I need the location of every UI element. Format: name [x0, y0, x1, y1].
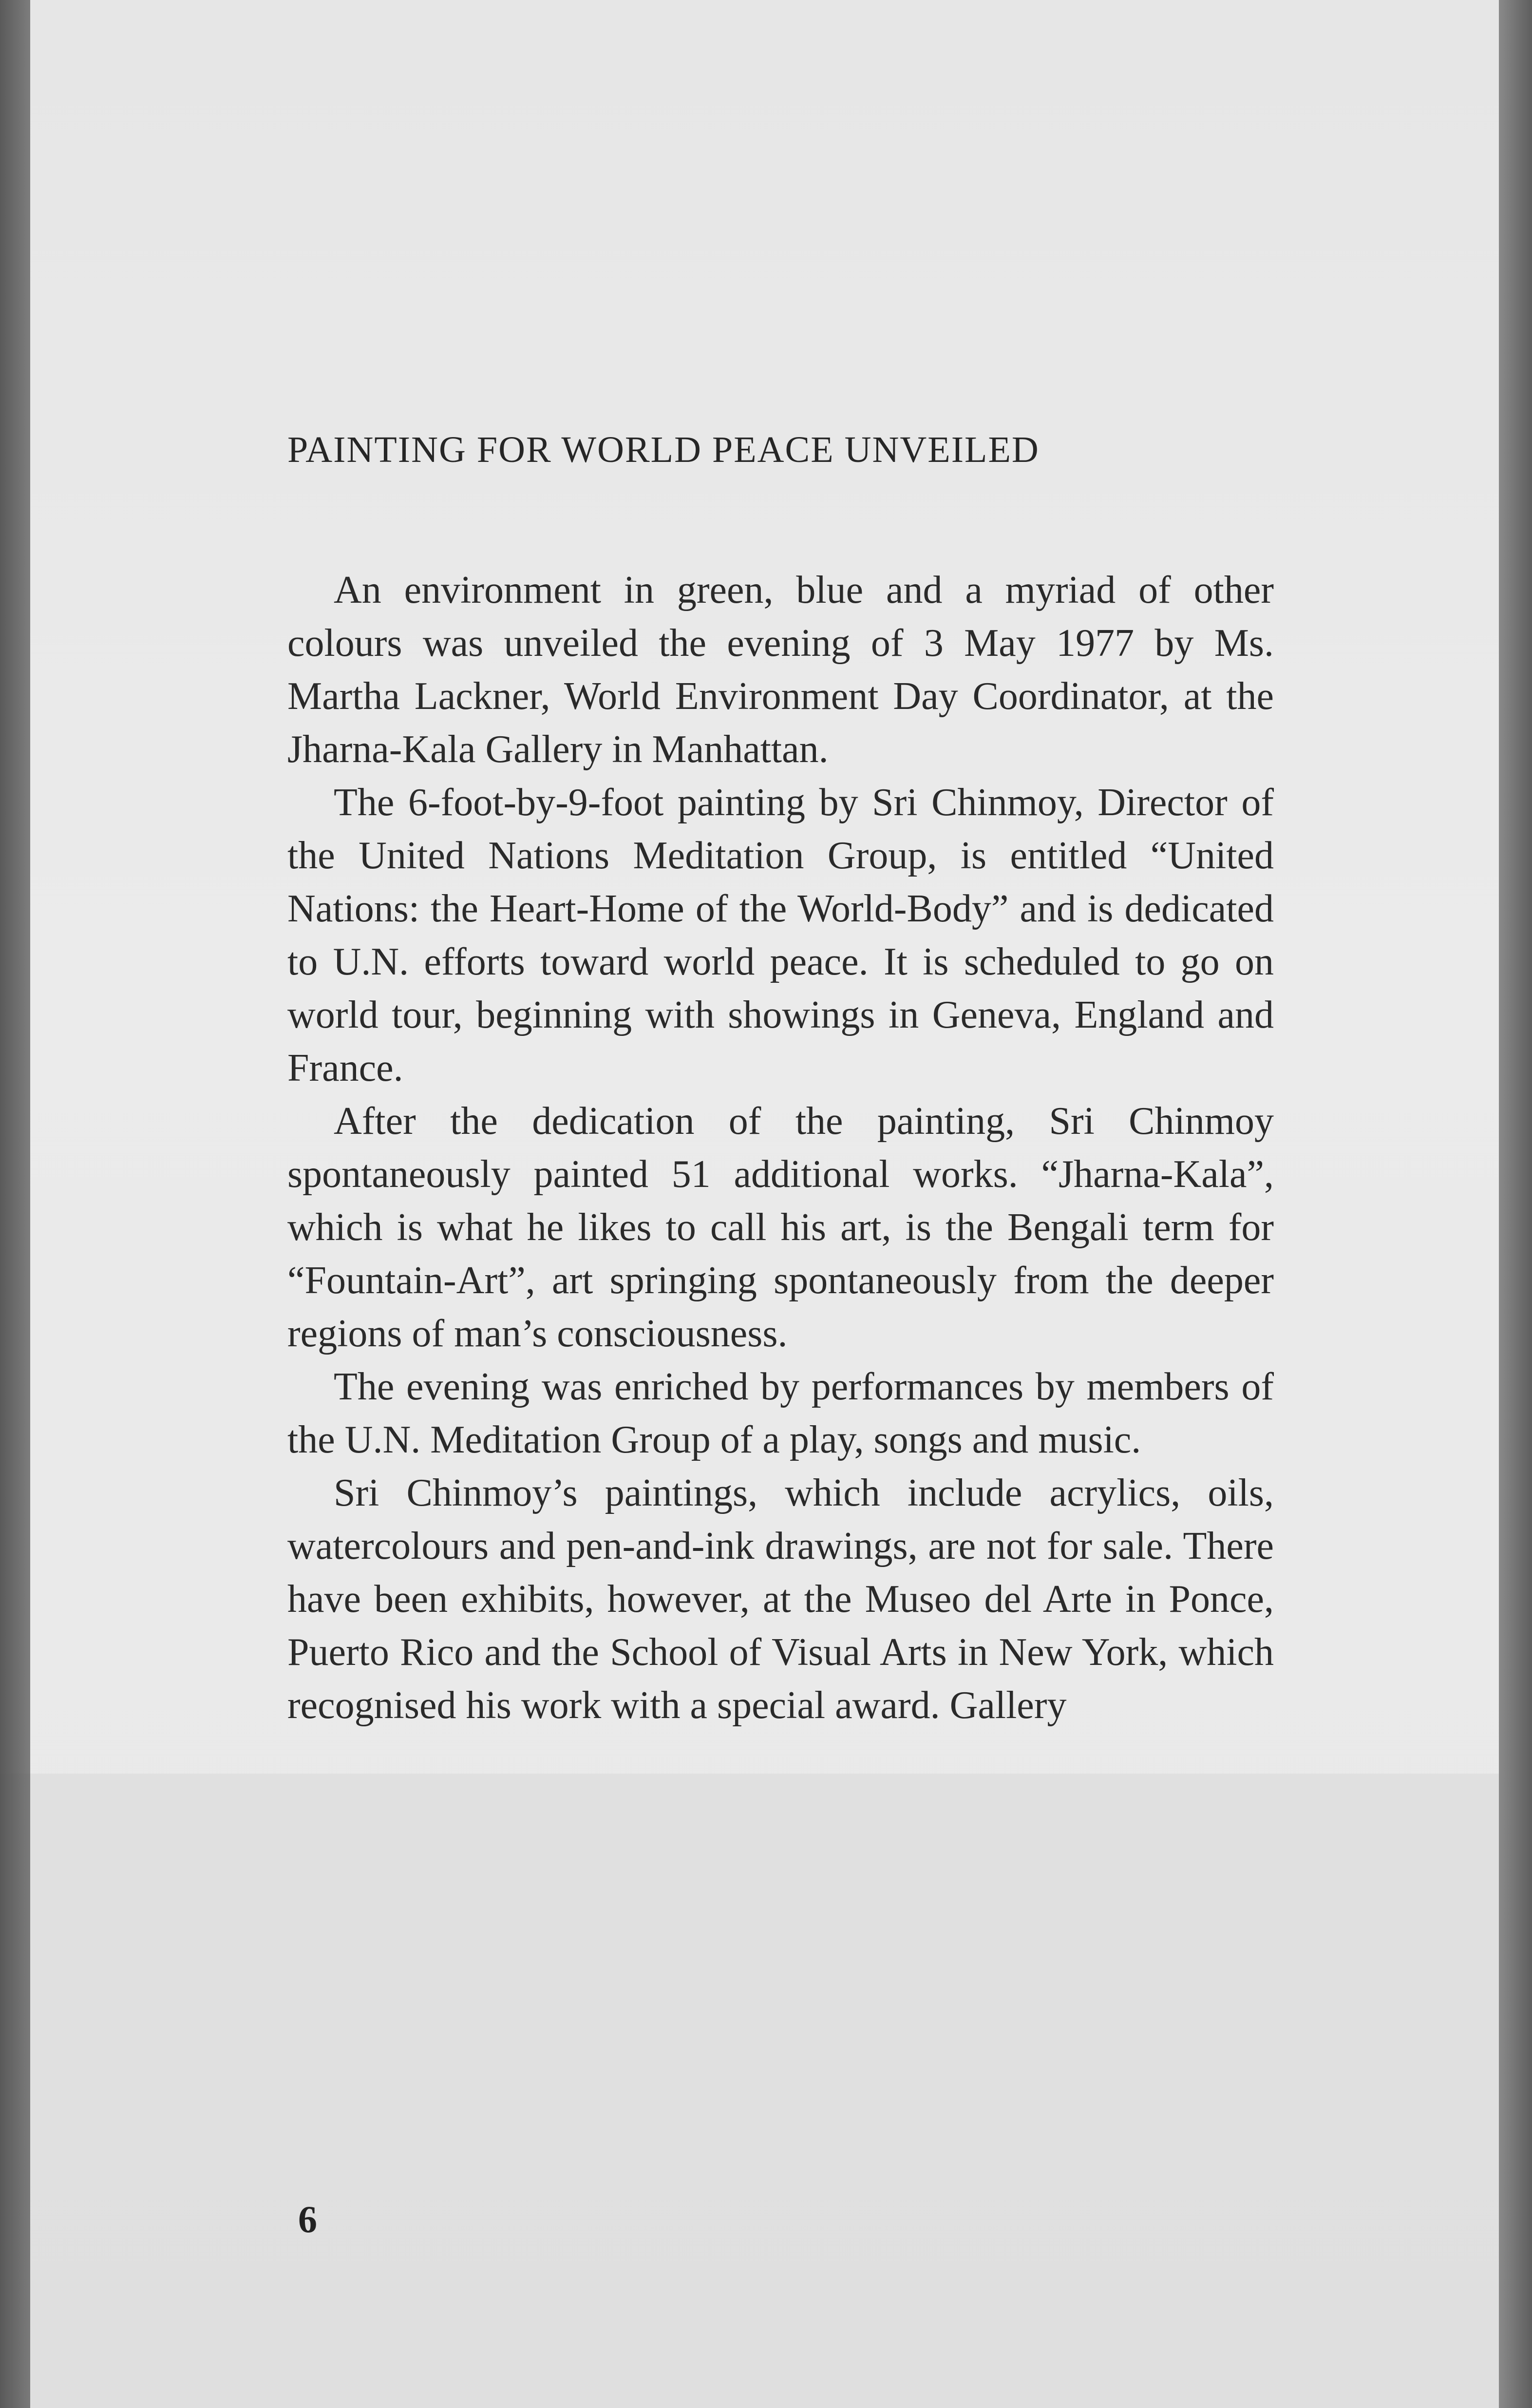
paragraph-1: An environment in green, blue and a myriad of other colours was unveiled the evening of 3 May 1977 by Ms. Martha Lackner, World Environment Day Coordinator, at the Jharna-Kala Gallery in Manhattan.	[287, 569, 1274, 771]
right-scan-edge	[1499, 0, 1532, 2408]
paragraph-5: Sri Chinmoy’s paintings, which include acrylics, oils, watercolours and pen-and-ink drawings, are not for sale. There have been exhibits, however, at the Museo del Arte in Ponce, Puerto Rico and the School of Visual Arts in New York, which recognised his work with a special award. Gallery	[287, 1472, 1274, 1727]
paragraph-4: The evening was enriched by performances by members of the U.N. Meditation Group of a play, songs and music.	[287, 1365, 1274, 1461]
article-title: PAINTING FOR WORLD PEACE UNVEILED	[287, 429, 1040, 470]
paragraph-3: After the dedication of the painting, Sri Chinmoy spontaneously painted 51 additional works. “Jharna-Kala”, which is what he likes to call his art, is the Bengali term for “Fountain-Art”, art springing spontaneously from the deeper regions of man’s consciousness.	[287, 1100, 1274, 1355]
paper-fold-shadow	[0, 1774, 1532, 2408]
paragraph-2: The 6-foot-by-9-foot painting by Sri Chinmoy, Director of the United Nations Meditation Group, is entitled “United Nations: the Heart-Home of the World-Body” and is dedicated to U.N. efforts toward world peace. It is scheduled to go on world tour, beginning with showings in Geneva, England and France.	[287, 781, 1274, 1089]
page-number: 6	[298, 2198, 317, 2240]
article-body	[287, 429, 1274, 1732]
